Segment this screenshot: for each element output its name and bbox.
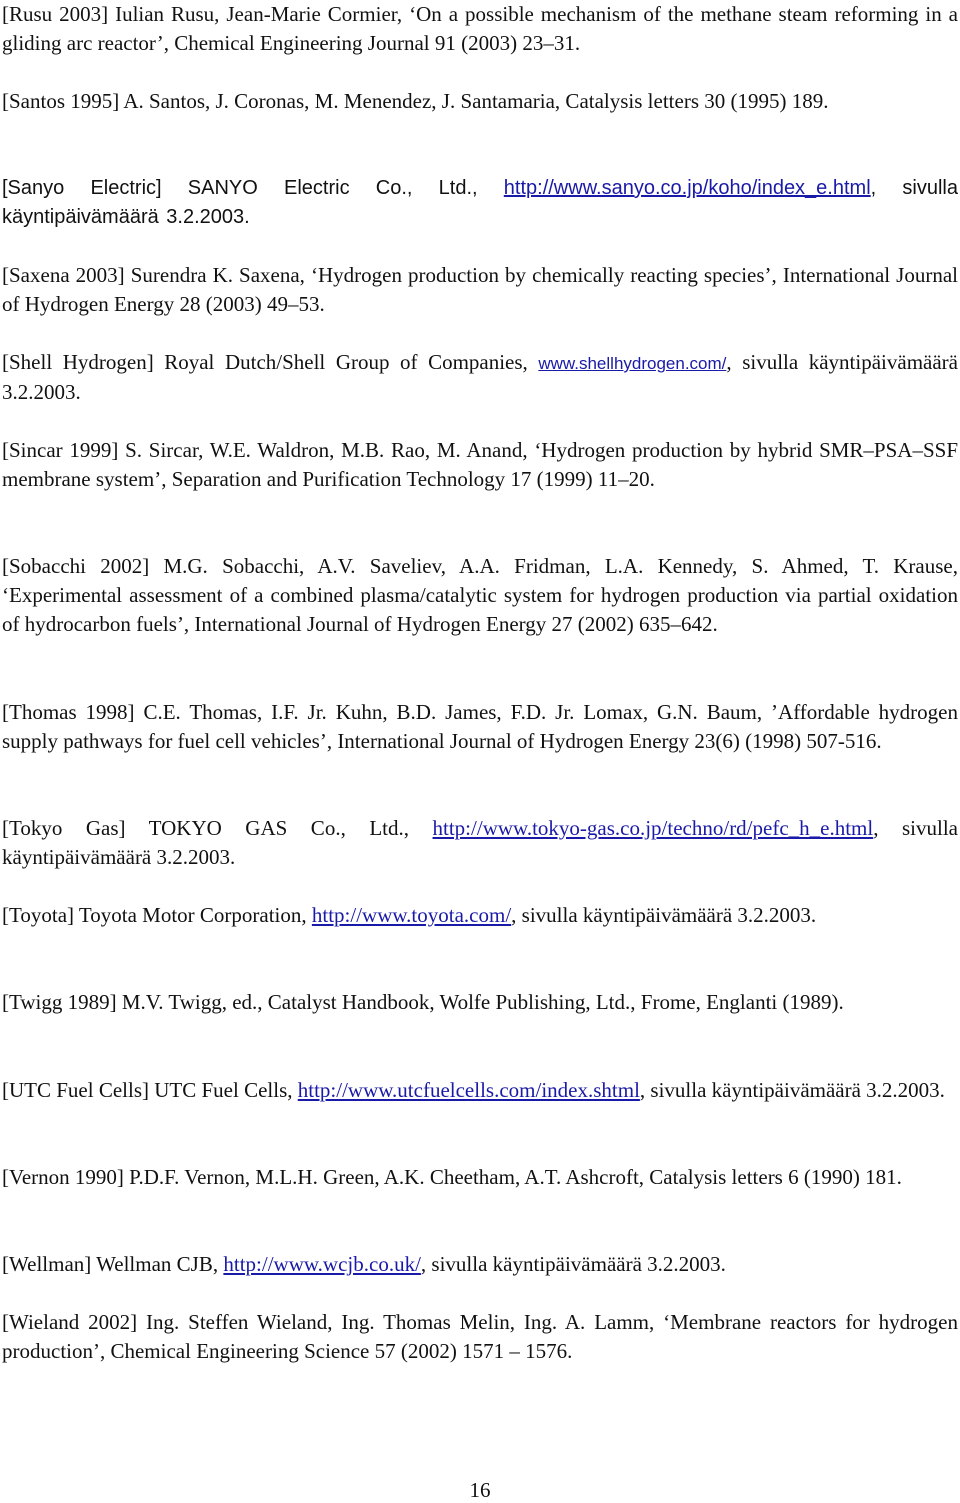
reference-text: [Sanyo Electric] SANYO Electric Co., Ltd., (2, 177, 504, 199)
reference-link[interactable]: http://www.wcjb.co.uk/ (223, 1252, 421, 1276)
reference-twigg-1989 (2, 988, 958, 1017)
reference-rusu-2003 (2, 0, 958, 58)
reference-sanyo-electric (2, 174, 958, 232)
reference-access-date: , sivulla käyntipäivämäärä 3.2.2003. (420, 1252, 726, 1276)
reference-saxena-2003 (2, 261, 958, 319)
reference-text: [Twigg 1989] M.V. Twigg, ed., Catalyst Handbook, Wolfe Publishing, Ltd., Frome, Englanti (1989). (2, 990, 844, 1014)
reference-text: [Sobacchi 2002] M.G. Sobacchi, A.V. Saveliev, A.A. Fridman, L.A. Kennedy, S. Ahmed, T. Krause, ‘Experimental assessment of a combined plasma/catalytic system for hydrogen production via partial oxidation of hydrocarbon fuels’, International Journal of Hydrogen Energy 27 (2002) 635–642. (2, 554, 958, 636)
reference-utc-fuel-cells (2, 1076, 958, 1105)
reference-text: [Toyota] Toyota Motor Corporation, (2, 903, 312, 927)
reference-text: [Rusu 2003] Iulian Rusu, Jean-Marie Cormier, ‘On a possible mechanism of the methane steam reforming in a gliding arc reactor’, Chemical Engineering Journal 91 (2003) 23–31. (2, 2, 958, 55)
reference-text: [Sincar 1999] S. Sircar, W.E. Waldron, M.B. Rao, M. Anand, ‘Hydrogen production by hybrid SMR–PSA–SSF membrane system’, Separation and Purification Technology 17 (1999) 11–20. (2, 438, 958, 491)
reference-link[interactable]: http://www.tokyo-gas.co.jp/techno/rd/pefc_h_e.html (432, 816, 874, 840)
reference-access-date: , sivulla käyntipäivämäärä 3.2.2003. (2, 816, 958, 869)
reference-text: [Thomas 1998] C.E. Thomas, I.F. Jr. Kuhn, B.D. James, F.D. Jr. Lomax, G.N. Baum, ’Affordable hydrogen supply pathways for fuel cell vehicles’, International Journal of Hydrogen Energy 23(6) (1998) 507-516. (2, 700, 958, 753)
reference-text: [Vernon 1990] P.D.F. Vernon, M.L.H. Green, A.K. Cheetham, A.T. Ashcroft, Catalysis letters 6 (1990) 181. (2, 1165, 902, 1189)
reference-link[interactable]: www.shellhydrogen.com/ (538, 354, 727, 373)
reference-link[interactable]: http://www.toyota.com/ (311, 903, 512, 927)
reference-text: [Shell Hydrogen] Royal Dutch/Shell Group of Companies, (2, 350, 539, 374)
reference-text: [Santos 1995] A. Santos, J. Coronas, M. Menendez, J. Santamaria, Catalysis letters 30 (1995) 189. (2, 89, 829, 113)
reference-toyota (2, 901, 958, 930)
reference-access-date: , sivulla käyntipäivämäärä 3.2.2003. (639, 1078, 945, 1102)
reference-text: [Wellman] Wellman CJB, (2, 1252, 224, 1276)
reference-text: [Tokyo Gas] TOKYO GAS Co., Ltd., (2, 816, 433, 840)
reference-thomas-1998 (2, 698, 958, 756)
page-number: 16 (469, 1478, 491, 1502)
reference-access-date: , sivulla käyntipäivämäärä 3.2.2003. (2, 350, 958, 404)
reference-text: [Saxena 2003] Surendra K. Saxena, ‘Hydrogen production by chemically reacting species’, International Journal of Hydrogen Energy 28 (2003) 49–53. (2, 263, 958, 316)
reference-sobacchi-2002 (2, 552, 958, 639)
reference-access-date: , sivulla käyntipäivämäärä 3.2.2003. (2, 177, 958, 228)
reference-text: [Wieland 2002] Ing. Steffen Wieland, Ing. Thomas Melin, Ing. A. Lamm, ‘Membrane reactors for hydrogen production’, Chemical Engineering Science 57 (2002) 1571 – 1576. (2, 1310, 958, 1363)
reference-link[interactable]: http://www.sanyo.co.jp/koho/index_e.html (503, 177, 871, 199)
reference-shell-hydrogen (2, 348, 958, 407)
reference-wieland-2002 (2, 1308, 958, 1366)
reference-santos-1995 (2, 87, 958, 116)
reference-tokyo-gas (2, 814, 958, 872)
reference-text: [UTC Fuel Cells] UTC Fuel Cells, (2, 1078, 298, 1102)
reference-access-date: , sivulla käyntipäivämäärä 3.2.2003. (511, 903, 817, 927)
reference-vernon-1990 (2, 1163, 958, 1192)
reference-link[interactable]: http://www.utcfuelcells.com/index.shtml (297, 1078, 640, 1102)
reference-wellman (2, 1250, 958, 1279)
reference-sincar-1999 (2, 436, 958, 494)
